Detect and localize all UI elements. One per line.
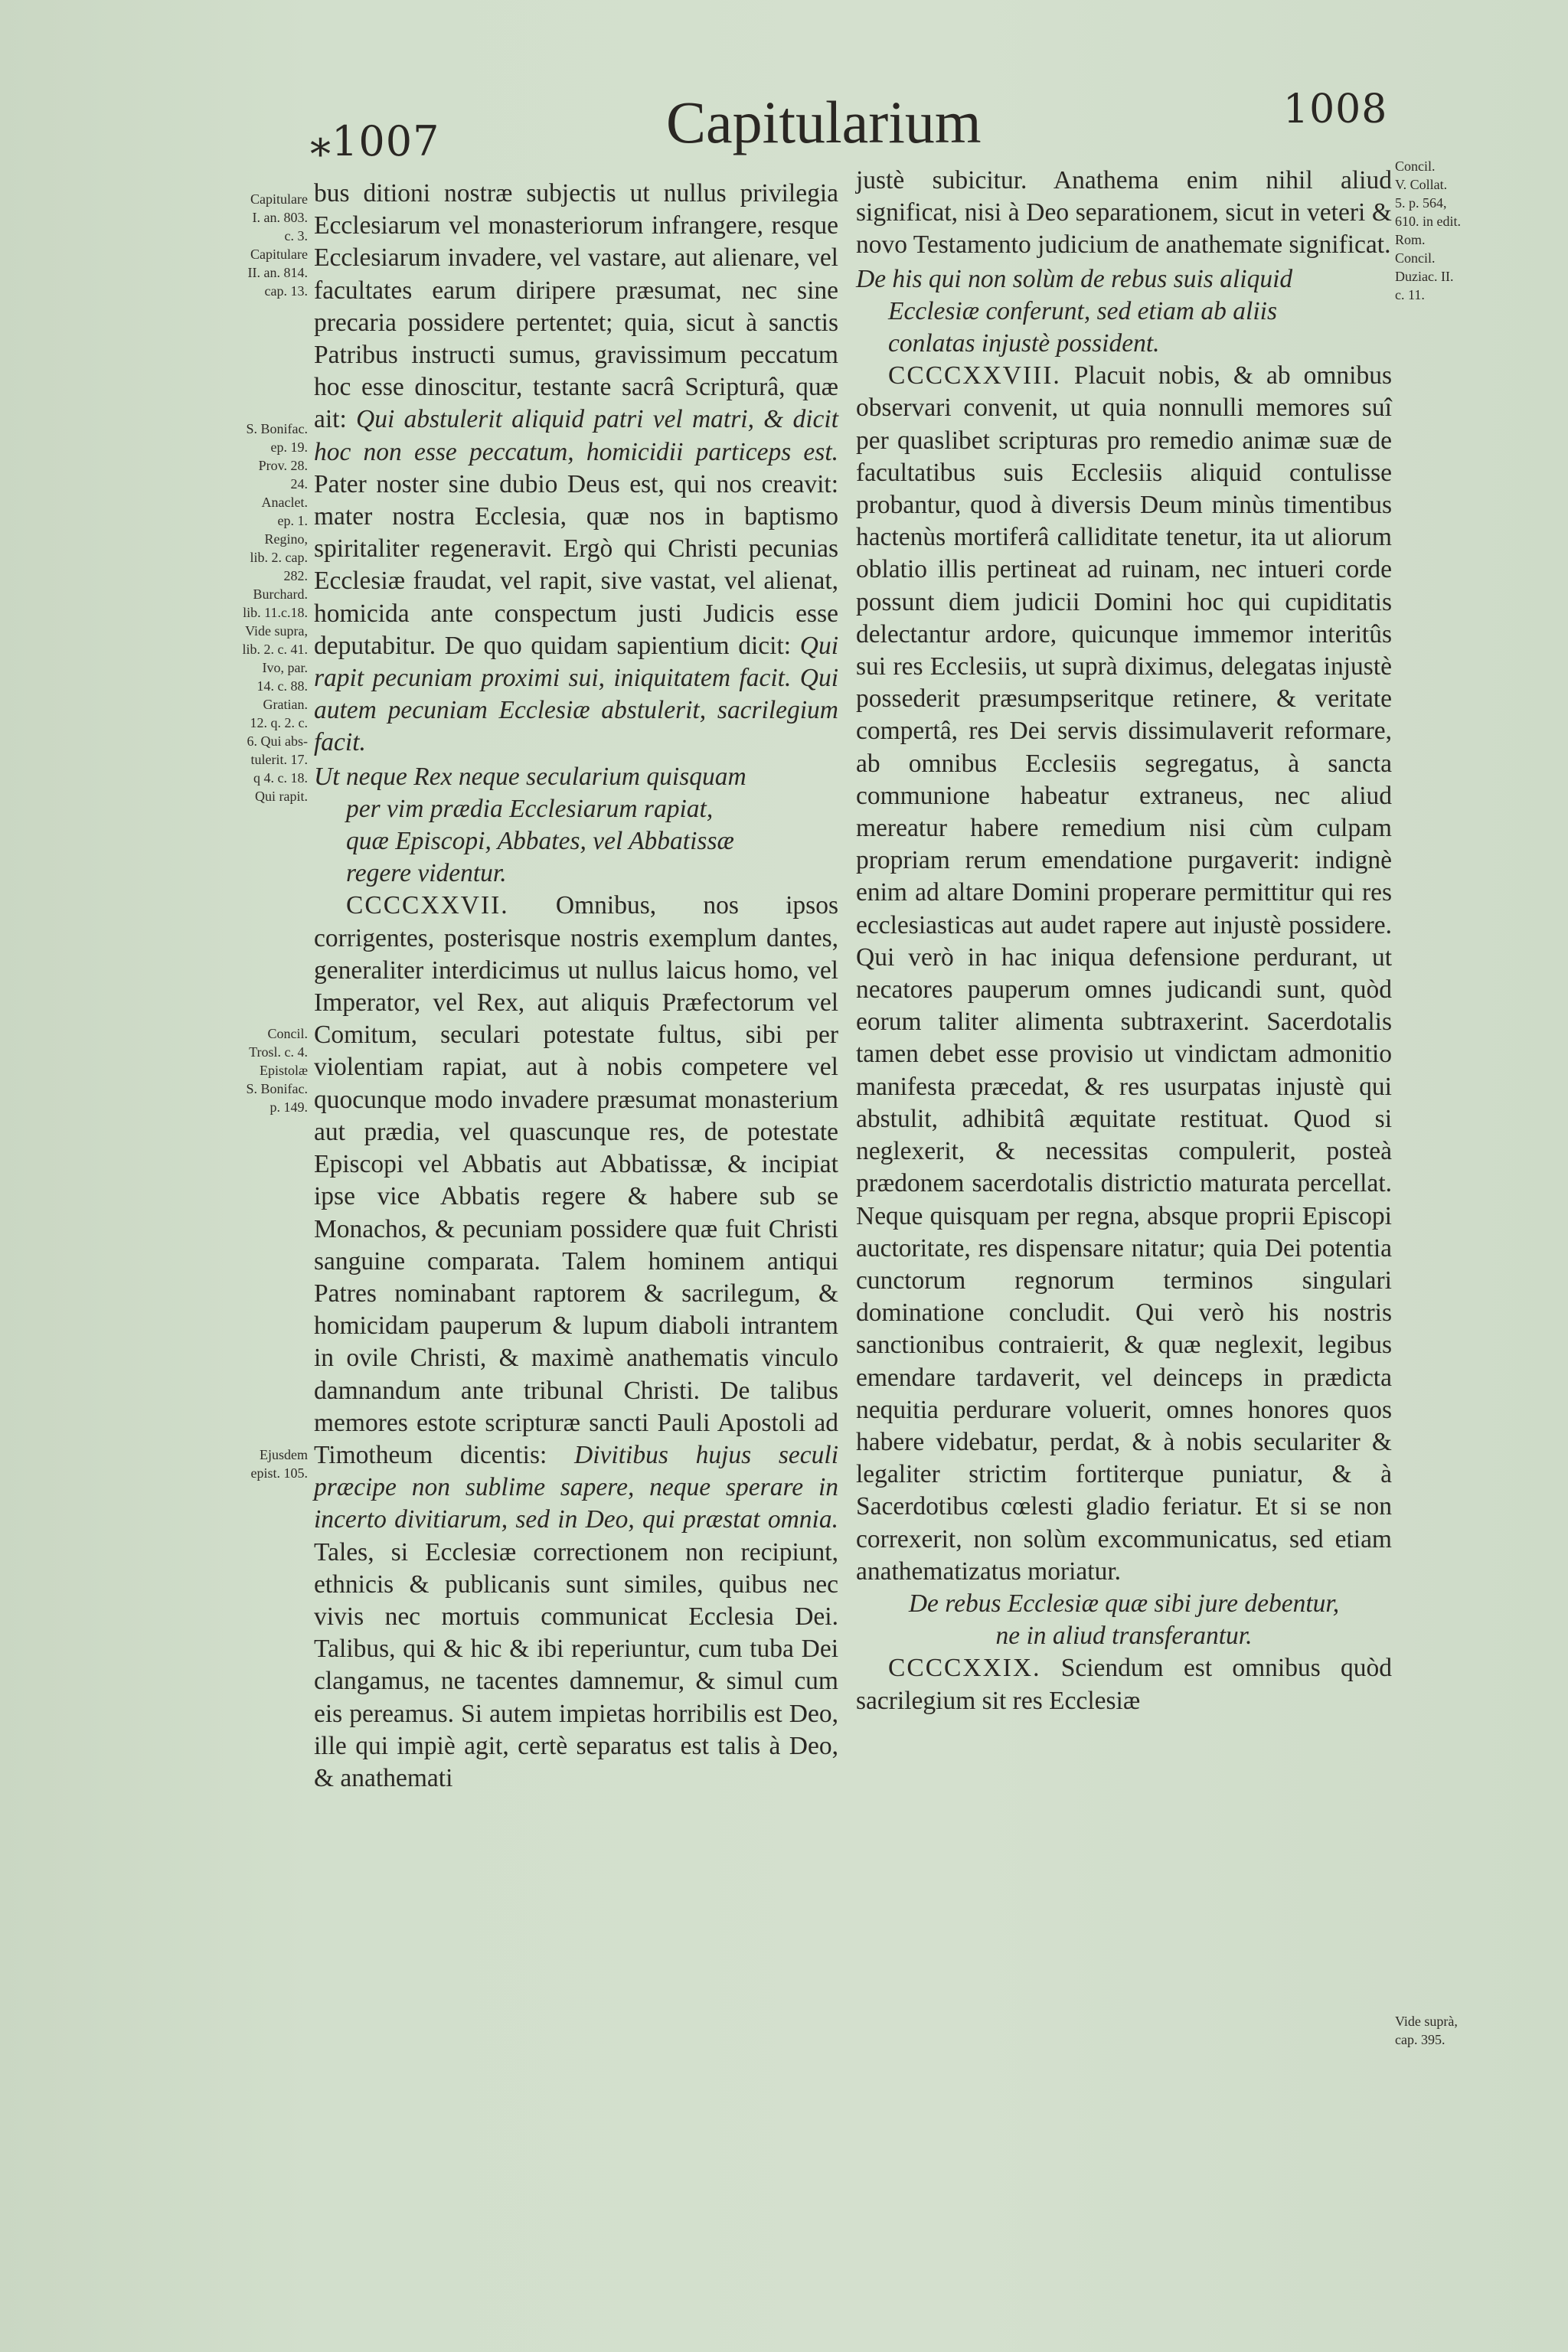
- body-text: justè subicitur. Anathema enim nihil aliud significat, nisi à Deo separationem, sicut in veteri & novo Testamento judicium de anathemate significat.: [856, 166, 1392, 260]
- chapter-rubric: De his qui non solùm de rebus suis aliquid Ecclesiæ conferunt, sed etiam ab aliis conlatas injustè possident.: [856, 264, 1293, 358]
- page-title: Capitularium: [666, 89, 982, 155]
- left-text-column: [314, 178, 838, 1795]
- margin-note-line: Capitulare: [250, 191, 308, 207]
- margin-note-line: Concil.: [1395, 250, 1436, 266]
- margin-note-line: epist. 105.: [250, 1465, 308, 1481]
- margin-note-sources: [207, 420, 308, 805]
- margin-note-line: Duziac. II.: [1395, 269, 1454, 284]
- margin-note-line: Gratian.: [263, 697, 308, 712]
- margin-note-line: lib. 2. c. 41.: [242, 642, 308, 657]
- margin-note-line: cap. 13.: [264, 283, 308, 299]
- scripture-quote: Divitibus hujus seculi præcipe non sublime sapere, neque sperare in incerto divitiarum, sed in Deo, qui præstat omnia.: [314, 1440, 839, 1534]
- margin-note-line: Prov. 28.: [258, 458, 308, 473]
- margin-note-line: Trosl. c. 4.: [249, 1044, 308, 1060]
- margin-note-line: II. an. 814.: [247, 265, 308, 280]
- margin-note-line: V. Collat.: [1395, 177, 1448, 192]
- margin-note-line: 6. Qui abs-: [247, 733, 308, 749]
- margin-note-line: ep. 1.: [277, 513, 308, 528]
- margin-note-line: S. Bonifac.: [246, 1081, 308, 1096]
- margin-note-line: Concil.: [1395, 158, 1436, 174]
- body-text: Sciendum est omnibus quòd sacrilegium sit res Ecclesiæ: [856, 1654, 1393, 1715]
- body-text: bus ditioni nostræ subjectis ut nullus privilegia Ecclesiarum vel monasteriorum infrangere, resque Ecclesiarum invadere, vel vastare, aut alienare, vel facultates earum diripere præsumat, nec sine precaria possidere pertentet; quia, sicut à sanctis Patribus instructi sumus, gravissimum peccatum hoc esse dinoscitur, testante sacrâ Scripturâ, quæ ait:: [314, 179, 838, 434]
- margin-note-concil-trosl: [207, 1024, 308, 1116]
- chapter-number: CCCCXXVII.: [346, 891, 509, 920]
- body-text: Omnibus, nos ipsos corrigentes, posterisque nostris exemplum dantes, generaliter interdicimus ut nullus laicus homo, vel Imperator, vel Rex, aut aliquis Præfectorum vel Comitum, seculari potestate fultus, sibi per violentiam rapiat, aut à nobis competere vel quocunque modo invadere præsumat monasterium aut prædia, vel quascunque res, de potestate Episcopi vel Abbatis aut Abbatissæ, & incipiat ipse vice Abbatis regere & habere sub se Monachos, & pecuniam possidere quæ fuit Christi sanguine comparata. Talem hominem antiqui Patres nominabant raptorem & sacrilegum, & homicidam pauperum & lupum diaboli intrantem in ovile Christi, & maximè anathematis vinculo damnandum ante tribunal Christi. De talibus memores estote scripturæ sancti Pauli Apostoli ad Timotheum dicentis:: [314, 891, 838, 1469]
- paragraph: [856, 165, 1392, 262]
- margin-note-ejusdem: [207, 1446, 308, 1482]
- margin-note-line: Vide suprà,: [1395, 2014, 1458, 2029]
- margin-note-line: lib. 11.c.18.: [243, 605, 308, 620]
- margin-note-line: Regino,: [264, 531, 308, 547]
- margin-note-line: 282.: [283, 568, 308, 583]
- margin-note-line: Ejusdem: [260, 1447, 308, 1462]
- margin-note-line: I. an. 803.: [252, 210, 308, 225]
- margin-note-line: cap. 395.: [1395, 2032, 1446, 2047]
- margin-note-vide-supra: [1395, 2012, 1494, 2049]
- margin-note-line: Burchard.: [253, 586, 308, 602]
- margin-note-line: Anaclet.: [261, 495, 308, 510]
- margin-note-line: ep. 19.: [270, 439, 308, 455]
- margin-note-line: Capitulare: [250, 247, 308, 262]
- margin-note-line: lib. 2. cap.: [250, 550, 308, 565]
- right-text-column: [856, 165, 1392, 1717]
- chapter-rubric: Ut neque Rex neque secularium quisquam per vim prædia Ecclesiarum rapiat, quæ Episcopi, Abbates, vel Abbatissæ regere videntur.: [314, 762, 746, 888]
- margin-note-line: q 4. c. 18.: [253, 770, 308, 786]
- left-page-number: ⁎1007: [310, 117, 440, 165]
- margin-note-line: 24.: [290, 476, 308, 492]
- margin-note-line: c. 3.: [284, 228, 308, 243]
- margin-note-line: Epistolæ: [259, 1063, 308, 1078]
- margin-note-line: 12. q. 2. c.: [250, 715, 308, 730]
- chapter-rubric: De rebus Ecclesiæ quæ sibi jure debentur, ne in aliud transferantur.: [908, 1589, 1340, 1651]
- paragraph: [314, 178, 838, 760]
- margin-note-line: 610. in edit.: [1395, 214, 1461, 229]
- right-page-number: 1008: [1283, 87, 1388, 132]
- scripture-quote: Qui abstulerit aliquid patri vel matri, & dicit hoc non esse peccatum, homicidii particeps est.: [314, 405, 839, 466]
- margin-note-line: 14. c. 88.: [256, 678, 308, 694]
- body-text: Tales, si Ecclesiæ correctionem non recipiunt, ethnicis & publicanis sunt similes, quibus nec vivis nec mortuis communicat Ecclesia Dei. Talibus, qui & hic & ibi reperiuntur, cum tuba Dei clangamus, ne tacentes damnemur, & simul cum eis pereamus. Si autem impietas horribilis est Deo, ille qui impiè agit, certè separatus est talis à Deo, & anathemati: [314, 1537, 838, 1792]
- margin-note-line: Ivo, par.: [262, 660, 308, 675]
- body-text: Pater noster sine dubio Deus est, qui nos creavit: mater nostra Ecclesia, quæ nos in baptismo spiritaliter regeneravit. Ergò qui Christi pecunias Ecclesiæ fraudat, vel rapit, sive vastat, vel alienat, homicida ante conspectum justi Judicis esse deputabitur. De quo quidam sapientium dicit:: [314, 469, 838, 660]
- body-text: Placuit nobis, & ab omnibus observari convenit, ut quia nonnulli memores suî per quaslibet scripturas pro remedio animæ suæ de facultatibus suis Ecclesiis aliquid contulisse probantur, quod à diversis Deum minùs timentibus hactenùs mortiferâ calliditate tenetur, ita ut aliorum oblatio illis pertineat ad ruinam, nec intueri corde possunt diem judicii Domini hoc qui cupiditatis delectantur ardore, quicunque immemor interitûs sui res Ecclesiis, ut suprà diximus, delegatas injustè possederit præsumpseritque retinere, & veritate compertâ, res Dei servis dissimulaverit reformare, ab omnibus Ecclesiis segregatus, à sancta communione habeatur extraneus, nec aliud mereatur habere remedium nisi cùm culpam propriam rerum emendatione purgaverit: indignè enim ad altare Domini properare permittitur qui res ecclesiasticas aut audet rapere aut injustè possidere. Qui verò in hac iniqua defensione perdurant, ut necatores pauperum omnes judicandi sunt, quòd eorum taliter alimenta subtraxerint. Sacerdotalis tamen debet esse provisio ut vindictam admonitio manifesta præcedat, & res usurpatas injustè qui abstulit, adhibitâ æquitate restituat. Quod si neglexerit, & necessitas compulerit, posteà prædonem sacerdotalis districtio maturata percellat. Neque quisquam per regna, absque proprii Episcopi auctoritate, res dispensare nitatur; quia Dei potentia cunctorum regnorum terminos singulari dominatione concludit. Qui verò his nostris sanctionibus contraierit, & quæ neglexit, legibus emendare tardaverit, vel deinceps in prædicta nequitia perdurare voluerit, omnes honores quos habere videbatur, perdat, & à nobis seculariter & legaliter strictim fortiterque puniatur, & à Sacerdotibus cœlesti gladio feriatur. Et si se non correxerit, non solùm excommunicatus, sed etiam anathematizatus moriatur.: [856, 361, 1393, 1586]
- chapter-paragraph: [856, 1652, 1392, 1717]
- margin-note-line: p. 149.: [270, 1099, 308, 1115]
- margin-note-line: 5. p. 564,: [1395, 195, 1447, 211]
- margin-note-concil-collat: [1395, 157, 1494, 304]
- margin-note-line: S. Bonifac.: [246, 421, 308, 436]
- margin-note-line: tulerit. 17.: [250, 752, 308, 767]
- chapter-paragraph: [314, 890, 838, 1795]
- margin-note-line: Vide supra,: [245, 623, 308, 639]
- margin-note-capitulare: [207, 190, 308, 300]
- scripture-quote: Qui rapit pecuniam proximi sui, iniquitatem facit. Qui autem pecuniam Ecclesiæ abstulerit, sacrilegium facit.: [314, 631, 838, 757]
- chapter-number: CCCCXXVIII.: [888, 361, 1061, 390]
- running-header: [0, 73, 1568, 165]
- margin-note-line: c. 11.: [1395, 287, 1425, 302]
- chapter-paragraph: [856, 360, 1392, 1588]
- chapter-number: CCCCXXIX.: [888, 1654, 1041, 1683]
- margin-note-line: Concil.: [267, 1026, 308, 1041]
- margin-note-line: Qui rapit.: [255, 789, 308, 804]
- margin-note-line: Rom.: [1395, 232, 1426, 247]
